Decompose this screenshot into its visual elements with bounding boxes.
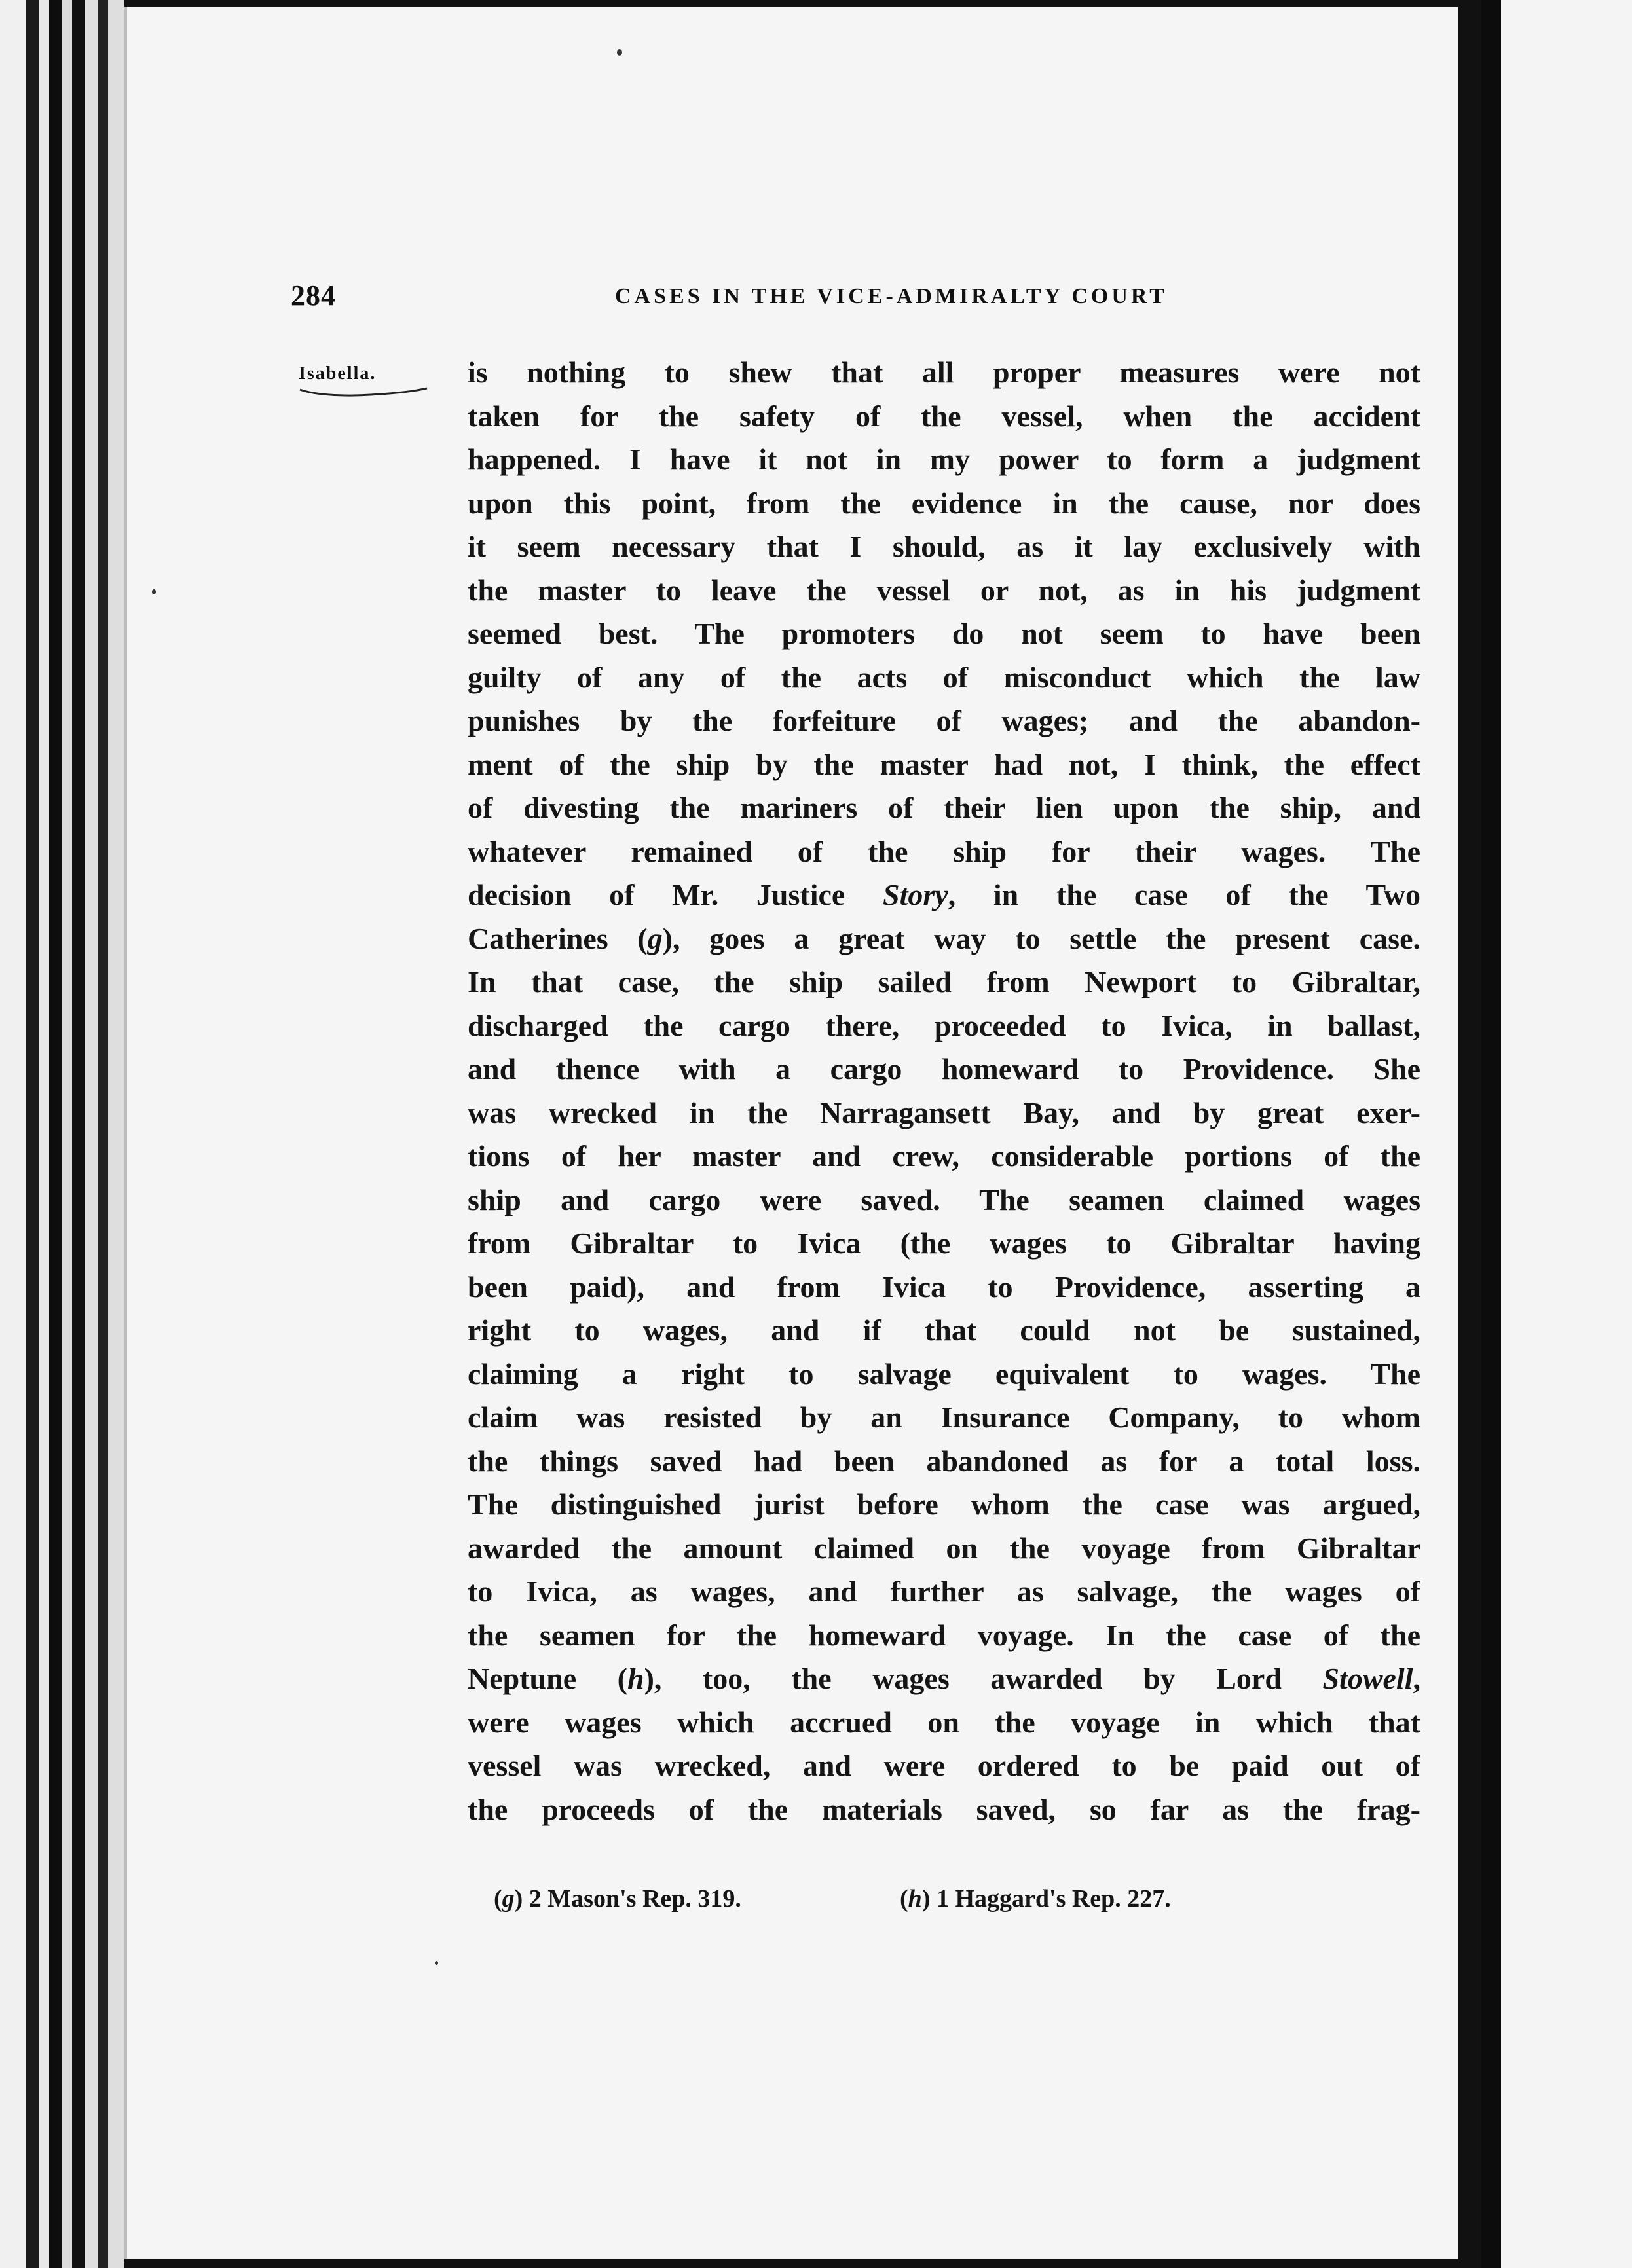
case-name-sidenote: Isabella. (299, 363, 377, 384)
text-line: seemed best. The promoters do not seem to have been (468, 617, 1420, 650)
text-line: Catherines (g), goes a great way to settle the present case. (468, 921, 1420, 955)
text-line: taken for the safety of the vessel, when the accident (468, 399, 1420, 433)
text-line: and thence with a cargo homeward to Providence. She (468, 1052, 1420, 1086)
text-line: claim was resisted by an Insurance Company, to whom (468, 1400, 1420, 1434)
running-head: CASES IN THE VICE-ADMIRALTY COURT (615, 284, 1168, 308)
book-page (124, 7, 1458, 2259)
ink-speck (435, 1961, 438, 1965)
text-line: punishes by the forfeiture of wages; and the abandon- (468, 704, 1420, 737)
body-text (468, 351, 1420, 1831)
book-binding-edge (0, 0, 124, 2268)
text-line: were wages which accrued on the voyage in which that (468, 1705, 1420, 1739)
text-line: In that case, the ship sailed from Newport to Gibraltar, (468, 965, 1420, 998)
text-line: the things saved had been abandoned as for a total loss. (468, 1444, 1420, 1478)
page-header (127, 279, 1458, 325)
text-line: from Gibraltar to Ivica (the wages to Gibraltar having (468, 1226, 1420, 1260)
next-page-edge (1501, 0, 1632, 2268)
text-line: the seamen for the homeward voyage. In the case of the (468, 1618, 1420, 1652)
text-line: decision of Mr. Justice Story, in the case of the Two (468, 878, 1420, 911)
text-line: right to wages, and if that could not be sustained, (468, 1313, 1420, 1347)
text-line: it seem necessary that I should, as it lay exclusively with (468, 530, 1420, 563)
text-line: the master to leave the vessel or not, as in his judgment (468, 573, 1420, 607)
page-number: 284 (291, 280, 336, 312)
text-line: tions of her master and crew, considerable portions of the (468, 1139, 1420, 1173)
text-line: was wrecked in the Narragansett Bay, and by great exer- (468, 1095, 1420, 1129)
text-line: been paid), and from Ivica to Providence, asserting a (468, 1270, 1420, 1304)
footnote-g: (g) 2 Mason's Rep. 319. (494, 1885, 741, 1912)
sidenote-flourish (299, 386, 430, 399)
text-line: upon this point, from the evidence in the cause, nor does (468, 486, 1420, 520)
text-line: awarded the amount claimed on the voyage from Gibraltar (468, 1531, 1420, 1565)
text-line: ship and cargo were saved. The seamen claimed wages (468, 1182, 1420, 1216)
text-line: claiming a right to salvage equivalent to wages. The (468, 1357, 1420, 1391)
text-line: to Ivica, as wages, and further as salvage, the wages of (468, 1575, 1420, 1608)
text-line: vessel was wrecked, and were ordered to be paid out of (468, 1749, 1420, 1782)
text-line: whatever remained of the ship for their wages. The (468, 834, 1420, 868)
footnotes (127, 1884, 1458, 1924)
text-line: of divesting the mariners of their lien upon the ship, and (468, 791, 1420, 824)
footnote-h: (h) 1 Haggard's Rep. 227. (900, 1885, 1171, 1912)
marginal-note (299, 363, 430, 399)
text-line: discharged the cargo there, proceeded to Ivica, in ballast, (468, 1008, 1420, 1042)
ink-speck (152, 589, 156, 594)
ink-speck (617, 49, 622, 56)
text-line: the proceeds of the materials saved, so far as the frag- (468, 1792, 1420, 1826)
text-line: is nothing to shew that all proper measures were not (468, 356, 1420, 389)
text-line: The distinguished jurist before whom the case was argued, (468, 1488, 1420, 1521)
scanner-background (1481, 0, 1632, 2268)
text-line: ment of the ship by the master had not, I think, the effect (468, 747, 1420, 781)
text-line: Neptune (h), too, the wages awarded by Lord Stowell, (468, 1662, 1420, 1695)
text-line: happened. I have it not in my power to form a judgment (468, 443, 1420, 476)
text-line: guilty of any of the acts of misconduct which the law (468, 660, 1420, 694)
